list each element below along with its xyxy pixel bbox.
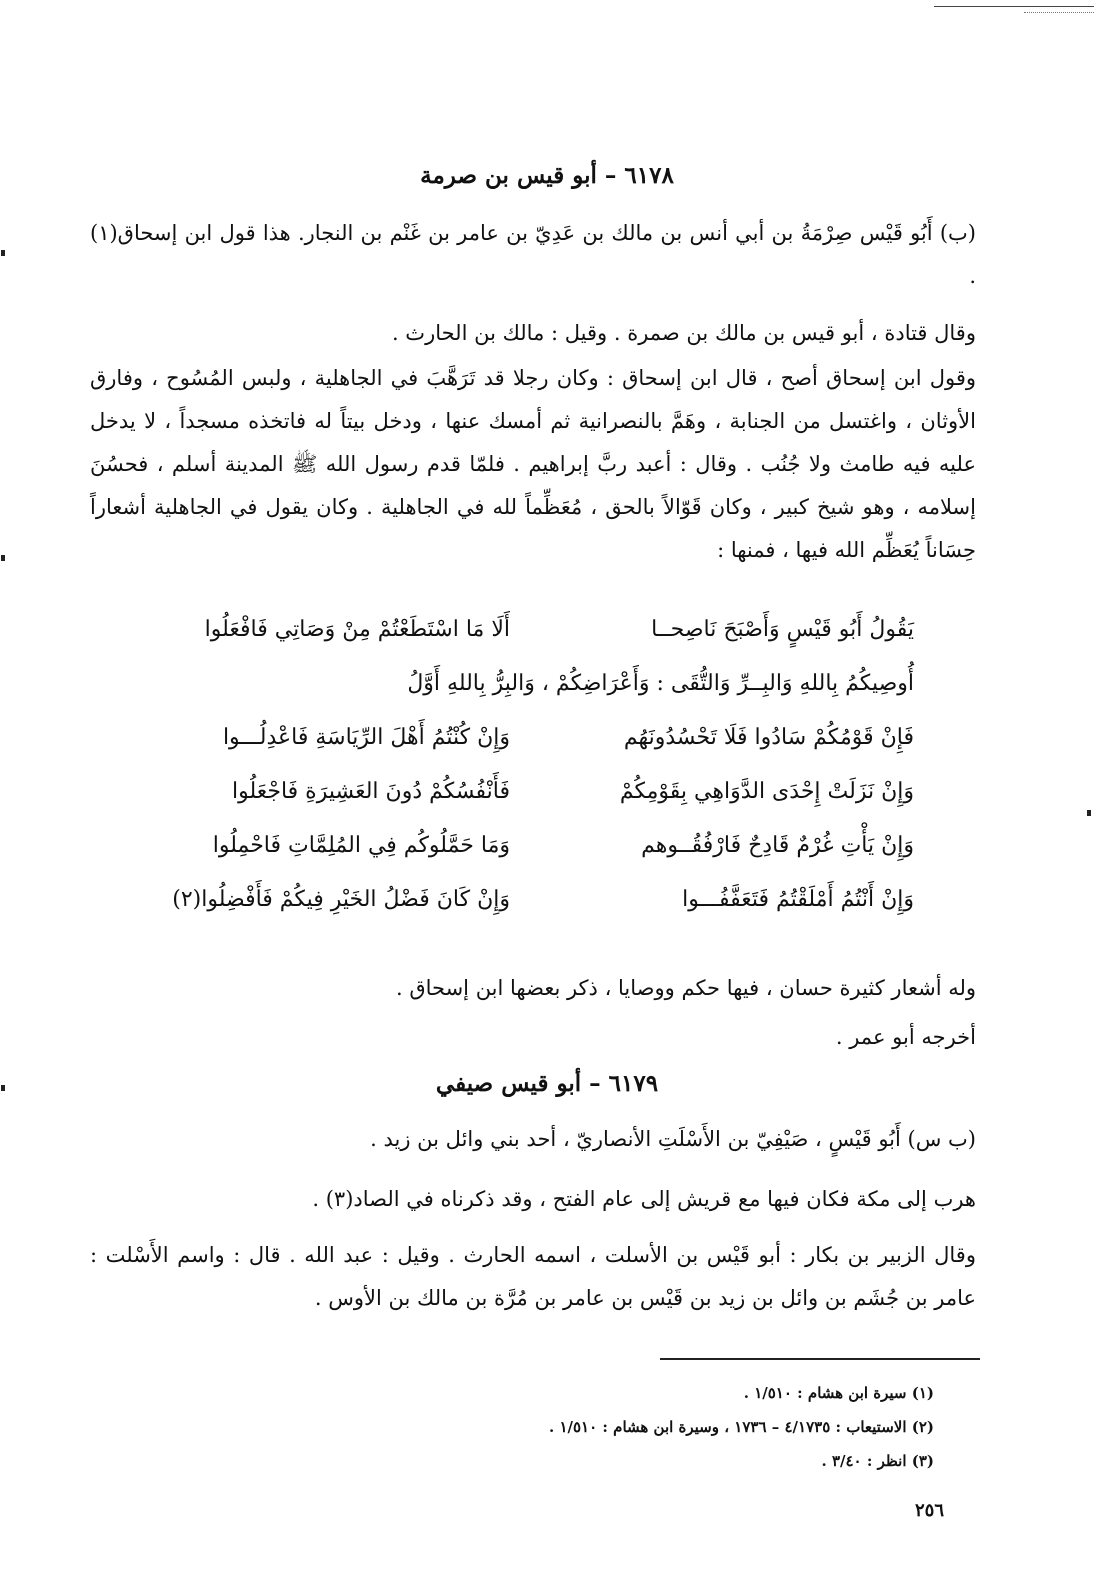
- paragraph: هرب إلى مكة فكان فيها مع قريش إلى عام الفتح ، وقد ذكرناه في الصاد(٣) .: [312, 1187, 976, 1211]
- footnote: (٢) الاستيعاب : ٤/١٧٣٥ – ١٧٣٦ ، وسيرة ابن هشام : ١/٥١٠ .: [549, 1418, 934, 1436]
- poem-verse: [140, 779, 914, 833]
- verse-first-hemistich: يَقُولُ أَبُو قَيْسٍ وَأَصْبَحَ نَاصِحــا: [651, 617, 914, 642]
- poem-verse: [140, 725, 914, 779]
- footnote: (٣) انظر : ٣/٤٠ .: [821, 1452, 934, 1470]
- scan-mark: [1, 1085, 5, 1091]
- paragraph: أخرجه أبو عمر .: [835, 1025, 976, 1049]
- paragraph: وله أشعار كثيرة حسان ، فيها حكم ووصايا ، ذكر بعضها ابن إسحاق .: [395, 976, 976, 1000]
- verse-second-hemistich: أَلَا مَا اسْتَطَعْتُمْ مِنْ وَصَاتِي فَافْعَلُوا: [204, 617, 510, 642]
- poem-verse: [140, 833, 914, 887]
- scan-mark: [1, 250, 5, 256]
- paragraph: (ب) أَبُو قَيْس صِرْمَةُ بن أبي أنس بن مالك بن عَدِيّ بن عامر بن غَنْم بن النجار. هذا قول ابن إسحاق(١) .: [90, 221, 976, 288]
- footnote: (١) سيرة ابن هشام : ١/٥١٠ .: [743, 1384, 934, 1402]
- verse-second-hemistich: فَأَنْفُسُكُمْ دُونَ العَشِيرَةِ فَاجْعَلُوا: [232, 779, 510, 804]
- verse-first-hemistich: فَإِنْ قَوْمُكُمْ سَادُوا فَلَا تَحْسُدُونَهُم: [623, 725, 914, 750]
- verse-first-hemistich: وَإِنْ يَأْتِ غُرْمٌ قَادِحٌ فَارْفُقُــوهم: [641, 833, 914, 858]
- verse-second-hemistich: وَإِنْ كَانَ فَضْلُ الخَيْرِ فِيكُمْ فَأَفْضِلُوا(٢): [172, 887, 510, 912]
- footnote-separator: [660, 1358, 980, 1360]
- poem-verse: [140, 887, 914, 941]
- verse-first-hemistich: وَإِنْ أَنْتُمُ أَمْلَقْتُمُ فَتَعَفَّفُـــوا: [682, 887, 914, 912]
- poem-verse: [140, 671, 914, 725]
- entry-heading-6178: ٦١٧٨ – أبو قيس بن صرمة: [420, 162, 674, 189]
- poem-verse: [140, 617, 914, 671]
- scan-mark: [1087, 810, 1091, 816]
- verse-full-line: أُوصِيكُمُ بِاللهِ وَالبِــرِّ وَالتُّقَى : وَأَعْرَاضِكُمْ ، وَالبِرُّ بِاللهِ أَوَّلُ: [407, 671, 914, 696]
- scan-edge-dots: [1024, 12, 1094, 13]
- verse-second-hemistich: وَإِنْ كُنْتُمُ أَهْلَ الرِّيَاسَةِ فَاعْدِلُـــوا: [222, 725, 510, 750]
- page-number: ٢٥٦: [915, 1500, 945, 1521]
- paragraph: (ب س) أَبُو قَيْسٍ ، صَيْفِيّ بن الأَسْلَتِ الأنصاريّ ، أحد بني وائل بن زيد .: [370, 1127, 976, 1151]
- paragraph: وقال قتادة ، أبو قيس بن مالك بن صمرة . وقيل : مالك بن الحارث .: [391, 321, 976, 345]
- paragraph: وقال الزبير بن بكار : أبو قَيْس بن الأسلت ، اسمه الحارث . وقيل : عبد الله . قال : واسم الأَسْلت : عامر بن جُشَم بن وائل بن زيد بن قَيْس بن عامر بن مُرَّة بن مالك بن الأوس .: [90, 1243, 976, 1310]
- verse-first-hemistich: وَإِنْ نَزَلَتْ إِحْدَى الدَّوَاهِي بِقَوْمِكُمْ: [619, 779, 914, 804]
- scan-edge-line: [934, 6, 1094, 7]
- poem: [140, 617, 914, 941]
- paragraph: وقول ابن إسحاق أصح ، قال ابن إسحاق : وكان رجلا قد تَرَهَّبَ في الجاهلية ، ولبس المُسُوح ، وفارق الأوثان ، واغتسل من الجنابة ، وهَمَّ بالنصرانية ثم أمسك عنها ، ودخل بيتاً له فاتخذه مسجداً ، لا يدخل عليه فيه طامث ولا جُنُب . وقال : أعبد ربَّ إبراهيم . فلمّا قدم رسول الله ﷺ المدينة أسلم ، فحسُنَ إسلامه ، وهو شيخ كبير ، وكان قَوّالاً بالحق ، مُعَظِّماً لله في الجاهلية . وكان يقول في الجاهلية أشعاراً حِسَاناً يُعَظِّم الله فيها ، فمنها :: [90, 366, 976, 562]
- verse-second-hemistich: وَمَا حَمَّلُوكُم فِي المُلِمَّاتِ فَاحْمِلُوا: [212, 833, 510, 858]
- scan-mark: [1, 555, 5, 561]
- entry-heading-6179: ٦١٧٩ – أبو قيس صيفي: [435, 1070, 659, 1097]
